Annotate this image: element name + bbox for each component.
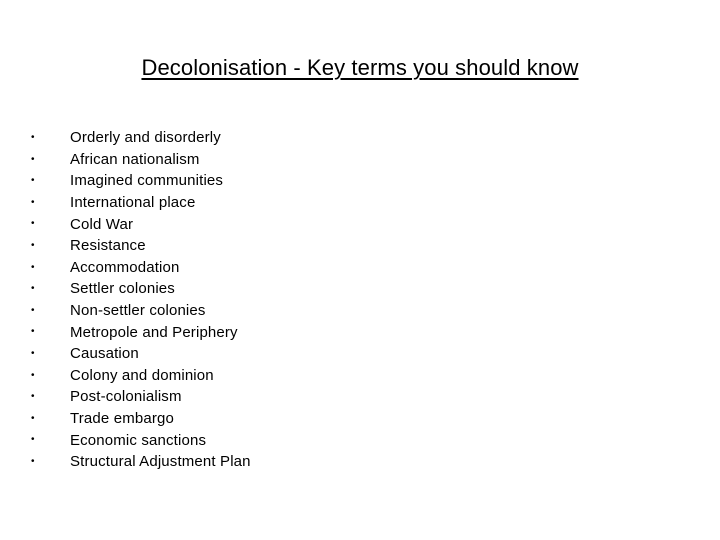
term-label: International place	[70, 194, 196, 212]
term-label: Structural Adjustment Plan	[70, 453, 251, 471]
list-item	[26, 365, 251, 387]
bullet-icon: •	[31, 434, 35, 446]
bullet-icon: •	[31, 153, 35, 165]
term-label: Trade embargo	[70, 410, 174, 428]
bullet-icon: •	[31, 304, 35, 316]
term-label: Settler colonies	[70, 280, 175, 298]
list-item	[26, 213, 251, 235]
bullet-icon: •	[31, 175, 35, 187]
list-item	[26, 235, 251, 257]
list-item	[26, 343, 251, 365]
list-item	[26, 192, 251, 214]
term-label: Metropole and Periphery	[70, 323, 238, 341]
bullet-icon: •	[31, 132, 35, 143]
list-item	[26, 386, 251, 408]
term-label: Colony and dominion	[70, 366, 214, 384]
term-label: Accommodation	[70, 258, 180, 276]
term-label: Post-colonialism	[70, 388, 182, 406]
term-label: Causation	[70, 345, 139, 363]
term-label: Economic sanctions	[70, 431, 207, 449]
term-label: Resistance	[70, 237, 146, 255]
bullet-icon: •	[31, 347, 35, 359]
list-item	[26, 429, 251, 451]
term-label: African nationalism	[70, 150, 200, 168]
list-item	[26, 451, 251, 473]
list-item	[26, 408, 251, 430]
list-item	[26, 257, 251, 279]
term-label: Imagined communities	[70, 172, 224, 190]
bullet-icon: •	[31, 261, 35, 273]
bullet-icon: •	[31, 218, 35, 230]
bullet-icon: •	[31, 196, 35, 208]
slide-title: Decolonisation - Key terms you should know	[141, 55, 579, 80]
term-label: Non-settler colonies	[70, 302, 206, 320]
bullet-icon: •	[31, 239, 35, 251]
list-item	[26, 321, 251, 343]
list-item	[26, 170, 251, 192]
list-item	[26, 149, 251, 171]
list-item	[26, 278, 251, 300]
key-terms-list	[26, 127, 251, 473]
bullet-icon: •	[31, 412, 35, 424]
list-item	[26, 300, 251, 322]
list-item	[26, 127, 251, 149]
bullet-icon: •	[31, 455, 35, 467]
bullet-icon: •	[31, 369, 35, 381]
bullet-icon: •	[31, 326, 35, 338]
term-label: Cold War	[70, 215, 134, 233]
bullet-icon: •	[31, 391, 35, 403]
term-label: Orderly and disorderly	[70, 129, 221, 147]
bullet-icon: •	[31, 283, 35, 295]
